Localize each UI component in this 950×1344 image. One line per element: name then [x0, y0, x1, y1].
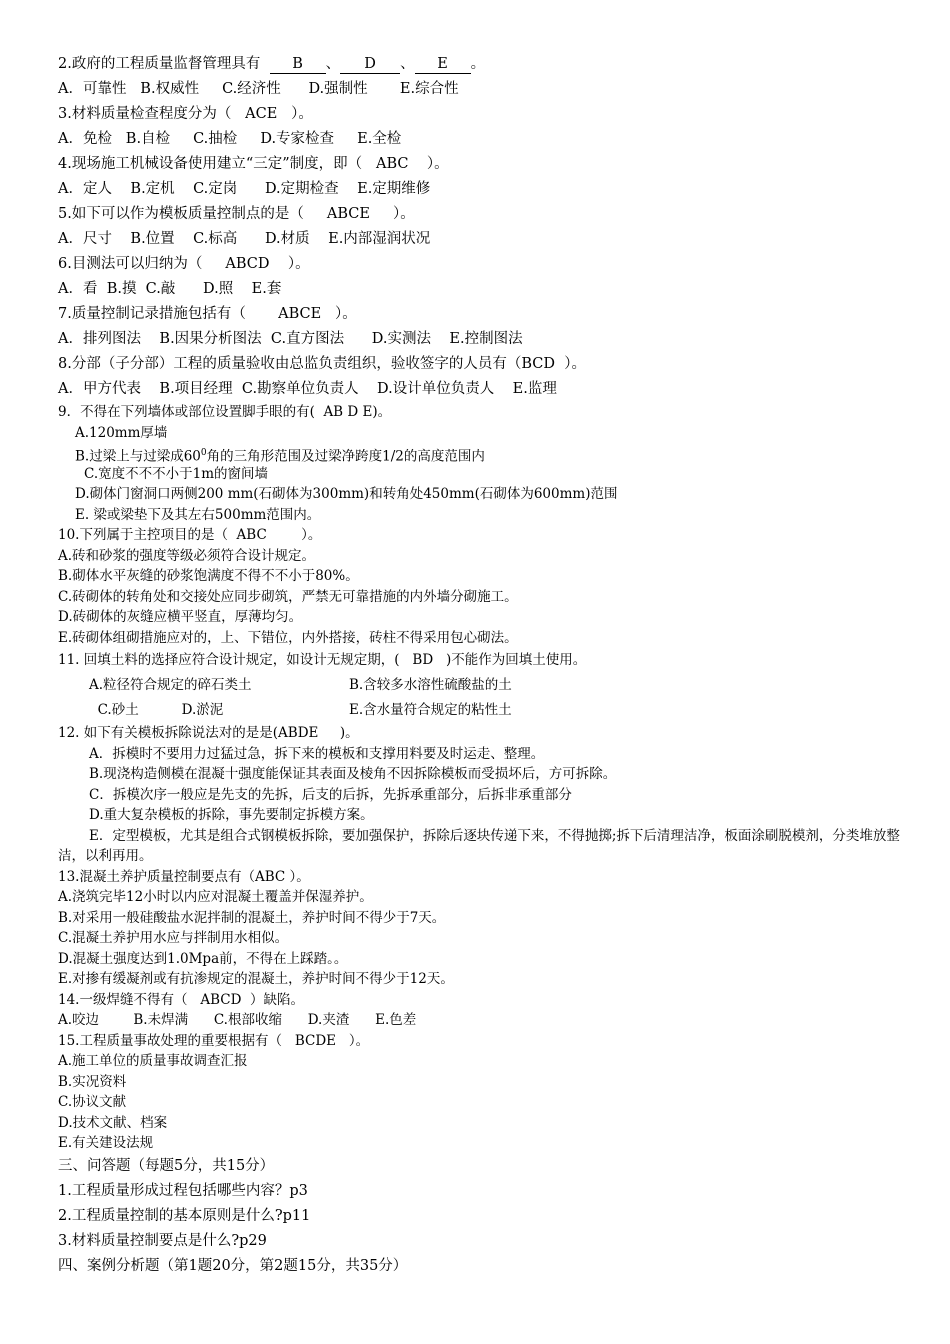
- section-3-question-2: 2.工程质量控制的基本原则是什么?p11: [58, 1207, 311, 1224]
- q9-option-a: A.120mm厚墙: [75, 424, 168, 441]
- q13-option-b: B.对采用一般硅酸盐水泥拌制的混凝土，养护时间不得少于7天。: [58, 909, 446, 926]
- q11-row-1: [58, 673, 908, 698]
- q15-option-b: B.实况资料: [58, 1073, 127, 1090]
- q9-option-b-rest: 角的三角形范围及过梁净跨度1/2的高度范围内: [206, 448, 485, 465]
- q9-option-d: D.砌体门窗洞口两侧200 mm(石砌体为300mm)和转角处450mm(石砌体为600mm)范围: [75, 486, 618, 502]
- q11-option-cd: C.砂土 D.淤泥: [89, 702, 224, 718]
- q13-option-d: D.混凝土强度达到1.0Mpa前，不得在上踩踏。。: [58, 950, 348, 967]
- q15-stem: 15.工程质量事故处理的重要根据有（ BCDE ）。: [58, 1032, 370, 1049]
- q9-option-b-text: B.过梁上与过梁成60: [75, 448, 201, 465]
- section-3-title: 三、问答题（每题5分，共15分）: [58, 1157, 275, 1174]
- q15-option-a: A.施工单位的质量事故调查汇报: [58, 1053, 248, 1069]
- q2-blank-3: E: [415, 55, 471, 74]
- q12-option-d: D.重大复杂模板的拆除，事先要制定拆模方案。: [89, 807, 374, 823]
- q15-option-d: D.技术文献、档案: [58, 1114, 168, 1131]
- q8-stem: 8.分部（子分部）工程的质量验收由总监负责组织，验收签字的人员有（BCD ）。: [58, 356, 586, 372]
- q12-stem: 12. 如下有关模板拆除说法对的是是(ABDE )。: [58, 725, 359, 741]
- q2-stem: [58, 52, 908, 77]
- section-4-title: 四、案例分析题（第1题20分，第2题15分，共35分）: [58, 1257, 408, 1274]
- q11-option-a: A.粒径符合规定的碎石类土: [89, 677, 252, 693]
- q11-option-e: E.含水量符合规定的粘性土: [349, 702, 512, 718]
- q4-stem: 4.现场施工机械设备使用建立“三定”制度，即（ ABC ）。: [58, 156, 449, 172]
- q11-row-2: [58, 698, 908, 723]
- q9-option-b: [58, 443, 908, 464]
- q12-option-e: E．定型模板，尤其是组合式钢模板拆除，要加强保护，拆除后逐块传递下来，不得抛掷;拆下后清理洁净，板面涂刷脱模剂，分类堆放整洁，以利再用。: [58, 827, 900, 864]
- q6-options: A．看 B.摸 C.敲 D.照 E.套: [58, 281, 282, 297]
- q15-option-c: C.协议文献: [58, 1094, 127, 1110]
- q10-option-a: A.砖和砂浆的强度等级必须符合设计规定。: [58, 547, 316, 564]
- q12-option-a: A．拆模时不要用力过猛过急，拆下来的模板和支撑用料要及时运走、整理。: [89, 745, 545, 762]
- exam-document: [58, 52, 908, 1279]
- q3-options: A．免检 B.自检 C.抽检 D.专家检查 E.全检: [58, 131, 402, 147]
- q10-option-b: B.砌体水平灰缝的砂浆饱满度不得不不小于80%。: [58, 568, 359, 584]
- q2-sep-2: 、: [400, 56, 415, 72]
- q10-option-d: D.砖砌体的灰缝应横平竖直，厚薄均匀。: [58, 609, 303, 625]
- q10-option-e: E.砖砌体组砌措施应对的，上、下错位，内外搭接，砖柱不得采用包心砌法。: [58, 629, 518, 646]
- q11-option-b: B.含较多水溶性硫酸盐的土: [349, 677, 512, 693]
- q2-options: A．可靠性 B.权威性 C.经济性 D.强制性 E.综合性: [58, 81, 459, 97]
- q7-stem: 7.质量控制记录措施包括有（ ABCE ）。: [58, 306, 357, 322]
- q11-stem: 11. 回填土料的选择应符合设计规定，如设计无规定期，( BD )不能作为回填土使用。: [58, 652, 587, 668]
- q4-options: A．定人 B.定机 C.定岗 D.定期检查 E.定期维修: [58, 181, 431, 197]
- q13-option-a: A.浇筑完毕12小时以内应对混凝土覆盖并保湿养护。: [58, 889, 373, 905]
- q9-option-e: E. 梁或梁垫下及其左右500mm范围内。: [75, 506, 321, 523]
- q14-options: A.咬边 B.未焊满 C.根部收缩 D.夹渣 E.色差: [58, 1012, 417, 1028]
- q5-stem: 5.如下可以作为模板质量控制点的是（ ABCE ）。: [58, 206, 415, 222]
- q12-option-b: B.现浇构造侧模在混凝十强度能保证其表面及棱角不因拆除模板而受损坏后，方可拆除。: [89, 766, 617, 782]
- q9-degree-sup: 0: [200, 448, 207, 458]
- q14-stem: 14.一级焊缝不得有（ ABCD ）缺陷。: [58, 991, 304, 1008]
- q5-options: A．尺寸 B.位置 C.标高 D.材质 E.内部湿润状况: [58, 231, 431, 247]
- q9-option-c: C.宽度不不不小于1m的窗间墙: [84, 465, 269, 482]
- q15-option-e: E.有关建设法规: [58, 1135, 154, 1151]
- q9-stem: 9．不得在下列墙体或部位设置脚手眼的有( AB D E)。: [58, 404, 392, 420]
- section-3-question-3: 3.材料质量控制要点是什么?p29: [58, 1232, 267, 1249]
- q10-option-c: C.砖砌体的转角处和交接处应同步砌筑，严禁无可靠措施的内外墙分砌施工。: [58, 588, 518, 605]
- q2-blank-2: D: [340, 55, 400, 74]
- q2-sep-1: 、: [325, 56, 341, 72]
- q6-stem: 6.目测法可以归纳为（ ABCD ）。: [58, 256, 310, 272]
- q2-end: 。: [470, 56, 486, 72]
- section-3-question-1: 1.工程质量形成过程包括哪些内容？p3: [58, 1182, 308, 1199]
- q2-blank-1: B: [270, 55, 326, 74]
- q10-stem: 10.下列属于主控项目的是（ ABC ）。: [58, 527, 322, 543]
- q13-option-e: E.对掺有缓凝剂或有抗渗规定的混凝土，养护时间不得少于12天。: [58, 971, 454, 987]
- q7-options: A．排列图法 B.因果分析图法 C.直方图法 D.实测法 E.控制图法: [58, 331, 523, 347]
- q13-stem: 13.混凝土养护质量控制要点有（ABC ）。: [58, 868, 310, 885]
- q12-option-c: C．拆模次序一般应是先支的先拆，后支的后拆，先拆承重部分，后拆非承重部分: [89, 786, 572, 803]
- q13-option-c: C.混凝土养护用水应与拌制用水相似。: [58, 930, 289, 946]
- q8-options: A．甲方代表 B.项目经理 C.勘察单位负责人 D.设计单位负责人 E.监理: [58, 381, 557, 397]
- q3-stem: 3.材料质量检查程度分为（ ACE ）。: [58, 106, 313, 122]
- q2-stem-text: 2.政府的工程质量监督管理具有: [58, 56, 261, 72]
